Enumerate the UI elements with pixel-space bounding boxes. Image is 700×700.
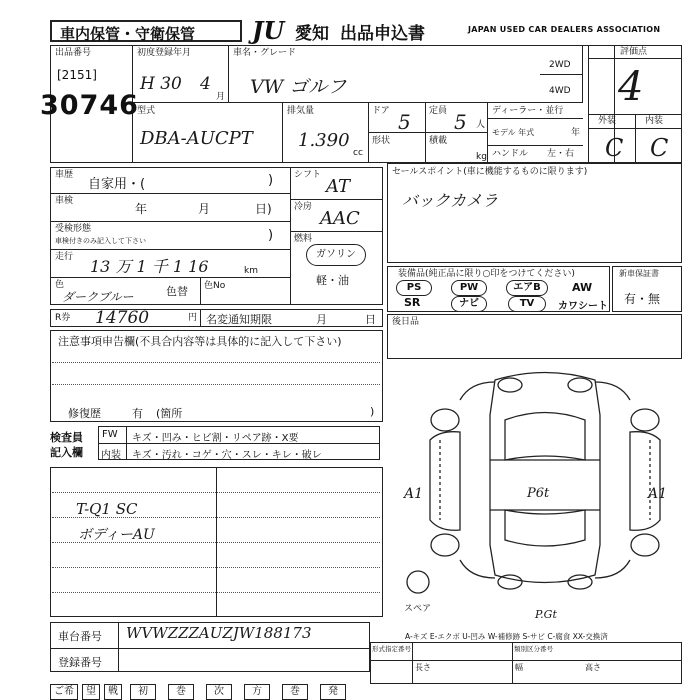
shift-label: シフト xyxy=(294,170,322,180)
remarks-line-1: T-Q1 SC xyxy=(76,500,138,518)
vehicle-name: VW ゴルフ xyxy=(250,76,347,98)
mileage-value: 13 万 1 千 1 16 xyxy=(90,257,209,276)
lot-bracket-code: [2151] xyxy=(57,68,97,82)
footer-box-2: 戦 xyxy=(104,684,122,700)
color-value: ダークブルー xyxy=(62,290,134,304)
selling-points-value: バックカメラ xyxy=(402,191,499,210)
dealer-label: ディーラー・並行 xyxy=(492,106,564,116)
model-year-label: モデル 年式 xyxy=(492,128,535,137)
displacement-unit: cc xyxy=(353,148,363,158)
ac-label: 冷房 xyxy=(294,202,313,212)
after-label: 後日品 xyxy=(392,317,420,327)
storage-label: 車内保管・守衛保管 xyxy=(60,25,196,43)
model-year-unit: 年 xyxy=(571,128,581,138)
registration-label: 初度登録年月 xyxy=(137,48,192,58)
brand-mark: JU xyxy=(252,16,285,45)
inspector-row2-items: キズ・汚れ・コゲ・穴・スレ・キレ・破レ xyxy=(132,450,322,461)
fuel-alt: 軽・油 xyxy=(316,274,349,287)
inspector-label-2: 記入欄 xyxy=(50,446,83,459)
chassis-value: WVWZZZAUZJW188173 xyxy=(126,624,312,642)
handle-value: 左・右 xyxy=(547,149,575,159)
inspection-form-note: 車検付きのみ記入して下さい xyxy=(55,237,146,245)
mileage-unit: km xyxy=(244,266,258,276)
equipment-label: 装備品(純正品に限り○印をつけてください) xyxy=(398,269,575,279)
equipment-navi: ナビ xyxy=(451,296,487,312)
capacity-value: 5 xyxy=(454,110,467,134)
name-change-day: 日 xyxy=(365,313,376,326)
diagram-right-mark: A1 xyxy=(648,486,668,502)
registration-month-unit: 月 xyxy=(216,92,226,102)
inspector-row2-head: 内装 xyxy=(101,450,121,461)
footer-box-3: 初 xyxy=(130,684,156,700)
inspector-row1-head: FW xyxy=(102,429,118,440)
footer-box-7: 巻 xyxy=(282,684,308,700)
footer-box-5: 次 xyxy=(206,684,232,700)
storage-label-box xyxy=(50,20,242,42)
equipment-sr: SR xyxy=(404,296,421,309)
lot-number-label: 出品番号 xyxy=(55,48,92,58)
selling-points-box xyxy=(387,163,682,263)
notes-label: 注意事項申告欄(不具合内容等は具体的に記入して下さい) xyxy=(58,335,342,348)
remarks-line-2: ボディーAU xyxy=(78,527,155,543)
drive-4wd: 4WD xyxy=(549,86,571,96)
equipment-aw: AW xyxy=(572,281,593,294)
equipment-ps: PS xyxy=(396,280,432,296)
chassis-label: 車台番号 xyxy=(58,630,102,643)
usage-value: 自家用・( xyxy=(88,177,146,192)
inspection-form-paren: ) xyxy=(268,228,274,243)
diagram-bottom-mark: P.Gt xyxy=(535,608,557,621)
model-value: DBA-AUCPT xyxy=(140,128,253,149)
inspector-label-1: 検査員 xyxy=(50,431,83,444)
diagram-left-mark: A1 xyxy=(404,486,424,502)
registration-no-label: 登録番号 xyxy=(58,656,102,669)
damage-legend: A-キズ E-エクボ U-凹み W-補修跡 S-サビ C-腐食 XX-交換済 xyxy=(405,632,608,641)
inspection-label: 車検 xyxy=(55,196,74,206)
interior-label: 内装 xyxy=(645,116,664,126)
displacement-value: 1.390 xyxy=(298,130,350,151)
repair-label: 修復歴 xyxy=(68,407,101,420)
exterior-value: C xyxy=(605,134,624,162)
drive-2wd: 2WD xyxy=(549,60,571,70)
inspector-row1-items: キズ・凹み・ヒビ割・リペア跡・X要 xyxy=(132,433,299,444)
diagram-center-mark: P6t xyxy=(527,486,550,501)
load-unit: kg xyxy=(476,152,487,162)
footer-box-0: ご希 xyxy=(50,684,78,700)
handle-label: ハンドル xyxy=(492,149,529,159)
spec-height: 高さ xyxy=(585,663,601,672)
association-name: JAPAN USED CAR DEALERS ASSOCIATION xyxy=(468,25,661,34)
after-box xyxy=(387,314,682,359)
ac-value: AAC xyxy=(320,208,360,229)
doors-label: ドア xyxy=(372,106,390,116)
registration-year: H 30 xyxy=(140,74,182,94)
vehicle-name-label: 車名・グレード xyxy=(233,48,297,58)
car-diagram xyxy=(400,360,690,600)
spec-type-number: 形式指定番号 xyxy=(372,645,411,653)
inspection-year: 年 xyxy=(135,202,148,216)
recycle-label: R券 xyxy=(55,313,71,323)
footer-box-1: 望 xyxy=(82,684,100,700)
selling-points-label: セールスポイント(車に機能するものに限ります) xyxy=(392,167,588,177)
name-change-month: 月 xyxy=(316,313,327,326)
equipment-seat: カワシート xyxy=(558,301,608,312)
capacity-unit: 人 xyxy=(476,120,486,130)
usage-close: ) xyxy=(268,173,274,188)
repair-extra: (箇所 xyxy=(156,407,183,420)
grade-label: 評価点 xyxy=(620,47,648,57)
color-change-label: 色替 xyxy=(166,285,188,298)
brand-city: 愛知 xyxy=(295,24,329,44)
equipment-tv: TV xyxy=(508,296,546,312)
recycle-unit: 円 xyxy=(188,313,198,323)
spec-length: 長さ xyxy=(415,663,431,672)
spare-label: スペア xyxy=(404,604,432,614)
name-change-label: 名変通知期限 xyxy=(206,313,272,326)
spec-width: 幅 xyxy=(515,663,523,672)
color-number-label: 色No xyxy=(204,281,226,291)
shape-label: 形状 xyxy=(372,136,391,146)
inspection-form-label: 受検形態 xyxy=(55,224,92,234)
inspection-day: 日) xyxy=(255,202,272,216)
footer-box-8: 発 xyxy=(320,684,346,700)
registration-month: 4 xyxy=(200,74,211,94)
doors-value: 5 xyxy=(398,110,411,134)
usage-label: 車歴 xyxy=(55,170,74,180)
fuel-label: 燃料 xyxy=(294,234,313,244)
spec-category-number: 類別区分番号 xyxy=(514,645,553,653)
fuel-value: ガソリン xyxy=(306,244,366,266)
mileage-label: 走行 xyxy=(55,252,74,262)
lot-number: 30746 xyxy=(40,90,139,121)
recycle-value: 14760 xyxy=(95,308,150,328)
manual-label: 新車保証書 xyxy=(619,269,659,278)
exterior-label: 外装 xyxy=(598,116,617,126)
interior-value: C xyxy=(650,134,669,162)
load-label: 積載 xyxy=(429,136,448,146)
manual-value: 有・無 xyxy=(624,292,661,306)
displacement-label: 排気量 xyxy=(287,106,315,116)
capacity-label: 定員 xyxy=(429,106,448,116)
shift-value: AT xyxy=(326,176,351,197)
equipment-airbag: エアB xyxy=(506,280,548,296)
footer-box-4: 巻 xyxy=(168,684,194,700)
equipment-pw: PW xyxy=(451,280,487,296)
footer-box-6: 方 xyxy=(244,684,270,700)
color-label: 色 xyxy=(55,280,65,290)
grade-value: 4 xyxy=(618,64,644,110)
form-title: 出品申込書 xyxy=(340,24,425,44)
model-label: 型式 xyxy=(137,106,156,116)
inspection-month: 月 xyxy=(198,202,211,216)
repair-value: 有 xyxy=(132,407,143,420)
